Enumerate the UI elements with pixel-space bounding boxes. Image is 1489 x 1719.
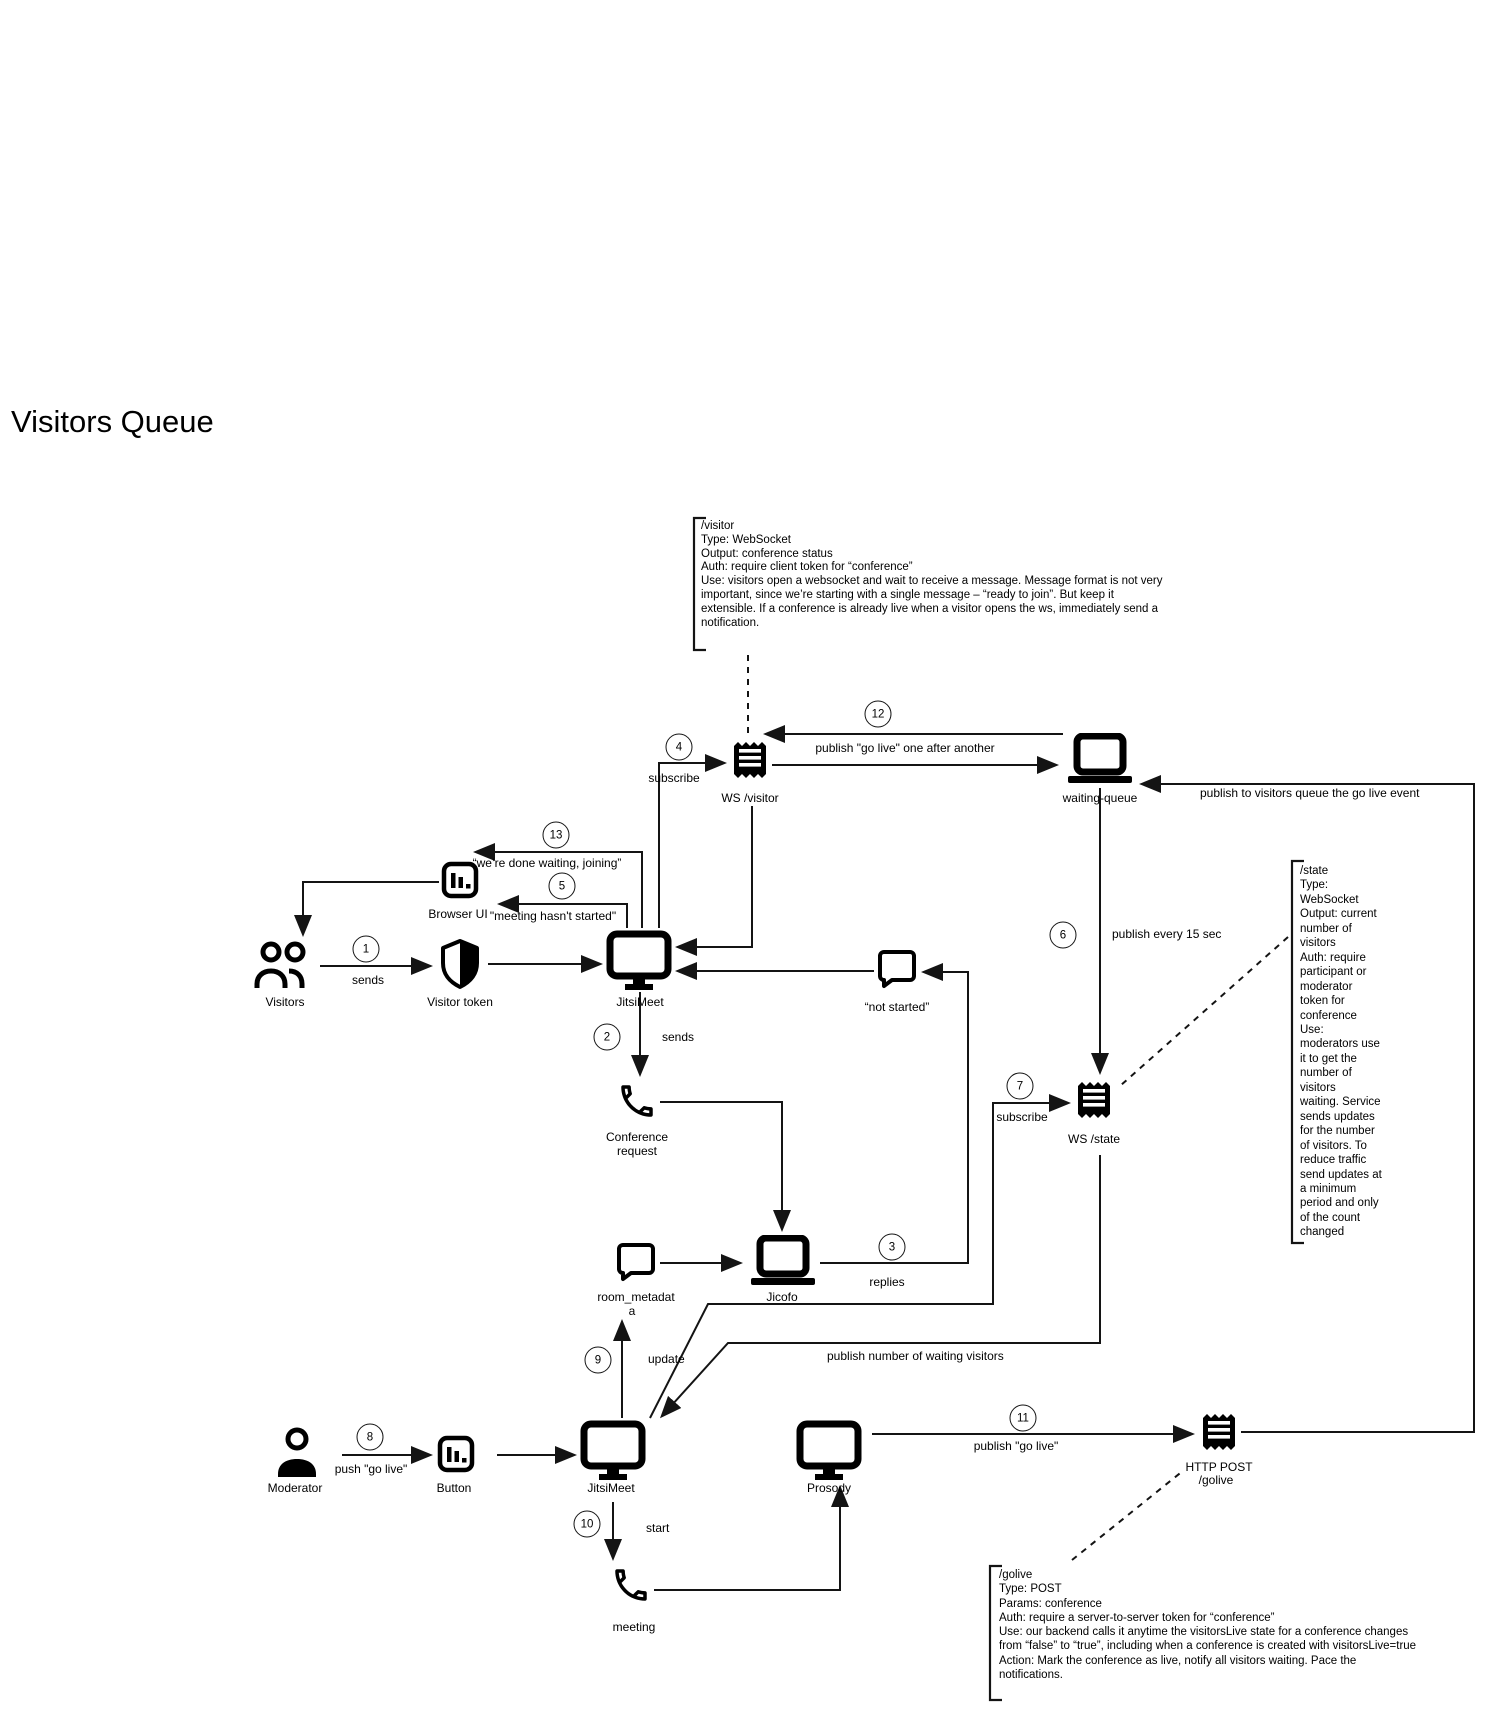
http-post-icon[interactable] [1199,1410,1239,1459]
step-badge-7: 7 [1007,1073,1034,1100]
step-badge-10: 10 [574,1511,601,1538]
jitsimeet-bottom-icon[interactable] [580,1420,646,1487]
moderator-label: Moderator [267,1481,323,1495]
edge-10-label: start [646,1521,670,1535]
edge-11-label: publish "go live" [973,1439,1059,1453]
step-badge-8: 8 [357,1424,384,1451]
waiting-queue-icon[interactable] [1065,733,1135,790]
edge-8-label: push "go live" [334,1462,408,1476]
edge-13-label: “we’re done waiting, joining” [472,856,622,870]
state-endpoint-note: /state Type: WebSocket Output: current number of visitors Auth: require participant or moderator token for conference Use: moderators use it to get the number of visitors waiting. Service sends updates for the number of visitors. To reduce traffic send updates at a minimum period and only of the count changed [1300,865,1382,1239]
conference-request-icon[interactable] [616,1080,658,1127]
edge-confreq-jicofo [660,1102,782,1229]
edge-browserui-visitors [303,882,439,934]
ws-state-icon[interactable] [1074,1078,1114,1127]
visitor-token-icon[interactable] [438,938,482,995]
state-note-leader [1120,937,1288,1086]
not-started-label: “not started” [864,1000,930,1014]
ws-visitor-icon[interactable] [730,738,770,787]
edge-12-label: publish "go live" one after another [815,741,995,755]
waiting-queue-label: waiting-queue [1062,791,1138,805]
step-badge-13: 13 [543,822,570,849]
edge-3-label: replies [869,1275,905,1289]
edge-9-label: update [648,1352,685,1366]
page-title: Visitors Queue [11,404,214,439]
button-icon[interactable] [437,1435,475,1478]
step-badge-5: 5 [549,873,576,900]
jitsimeet-top-icon[interactable] [606,930,672,997]
jitsimeet-bottom-label: JitsiMeet [587,1481,635,1495]
prosody-label: Prosody [806,1481,852,1495]
edge-6-label: publish every 15 sec [1112,927,1222,941]
step-badge-1: 1 [353,936,380,963]
visitor-token-label: Visitor token [427,995,493,1009]
conference-request-label-1: Conference [605,1130,669,1144]
edge-1-label: sends [351,973,385,987]
step-badge-2: 2 [594,1024,621,1051]
visitors-label: Visitors [265,995,305,1009]
visitor-endpoint-note: /visitor Type: WebSocket Output: conference status Auth: require client token for “conference” Use: visitors open a websocket and wait to receive a message. Message format is not very important, since we’re starting with a single message – “ready to join”. But keep it extensible. If a conference is already live when a visitor opens the ws, immediately send a notification. [701,520,1163,629]
http-post-label-1: HTTP POST [1185,1460,1253,1474]
room-metadata-label-1: room_metadat [597,1290,675,1304]
button-label: Button [436,1481,472,1495]
step-badge-9: 9 [585,1347,612,1374]
ws-state-label: WS /state [1067,1132,1121,1146]
edge-wsvisitor-jitsimeet [678,806,752,947]
step-badge-3: 3 [879,1234,906,1261]
not-started-icon[interactable] [876,948,918,995]
room-metadata-label-2: a [628,1304,636,1318]
edge-5-label: "meeting hasn't started" [489,909,617,923]
step-badge-6: 6 [1050,922,1077,949]
step-badge-12: 12 [865,701,892,728]
meeting-icon[interactable] [610,1564,652,1611]
golive-note-leader [1072,1470,1184,1560]
http-post-label-2: /golive [1198,1473,1234,1487]
edge-4-subscribe [659,763,724,928]
meeting-label: meeting [612,1620,656,1634]
jitsimeet-top-label: JitsiMeet [616,995,664,1009]
conference-request-label-2: request [616,1144,658,1158]
edge-meeting-prosody [654,1488,840,1590]
edge-7-label: subscribe [996,1110,1048,1124]
golive-endpoint-note: /golive Type: POST Params: conference Auth: require a server-to-server token for “conference” Use: our backend calls it anytime the visitorsLive state for a conference changes from “false” to “true”, including when a conference is created with visitorsLive=true Action: Mark the conference as live, notify all visitors waiting. Pace the notifications. [999,1569,1417,1682]
jicofo-icon[interactable] [748,1235,818,1292]
jicofo-label: Jicofo [766,1290,798,1304]
ws-visitor-label: WS /visitor [721,791,779,805]
step-badge-11: 11 [1010,1405,1037,1432]
edge-2-label: sends [662,1030,695,1044]
publish-count-label: publish number of waiting visitors [827,1349,1004,1363]
edge-4-label: subscribe [648,771,700,785]
room-metadata-icon[interactable] [615,1241,657,1288]
prosody-icon[interactable] [796,1420,862,1487]
step-badge-4: 4 [666,734,693,761]
edge-3-replies [820,972,968,1263]
edge-7-subscribe [650,1103,1068,1418]
queue-golive-label: publish to visitors queue the go live event [1200,786,1420,800]
browser-ui-label: Browser UI [428,907,488,921]
moderator-icon[interactable] [274,1427,320,1486]
visitors-icon[interactable] [253,940,313,997]
